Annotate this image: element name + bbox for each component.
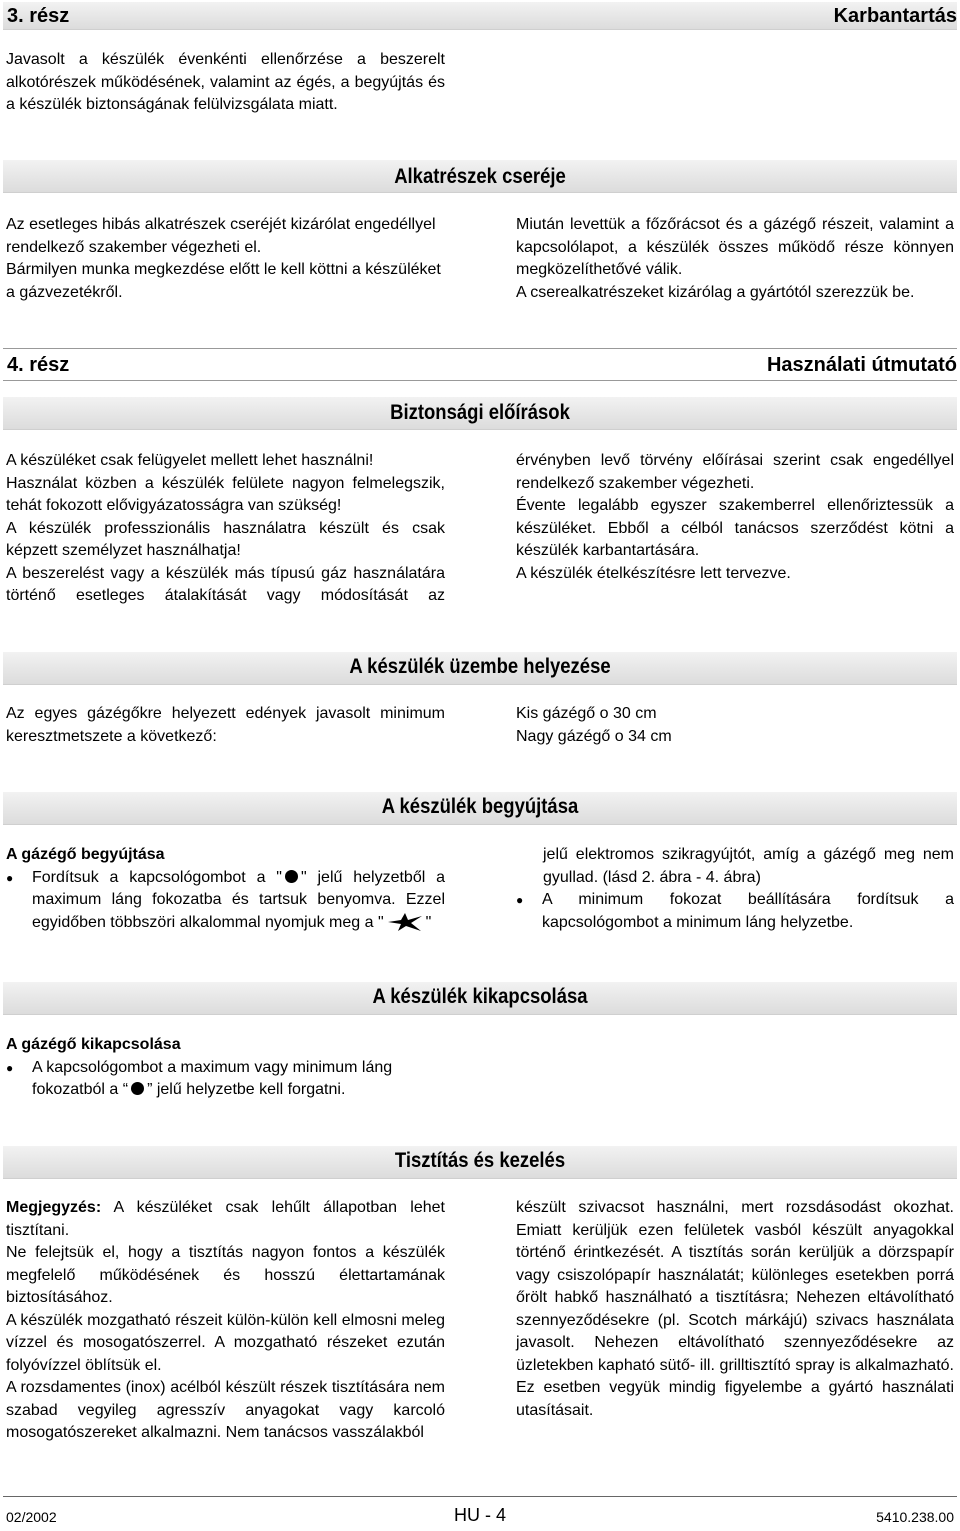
off-position-icon	[285, 870, 298, 883]
safety-section-title: Biztonsági előírások	[390, 401, 570, 424]
bullet-icon: ●	[516, 893, 524, 907]
part3-header	[3, 3, 960, 29]
shutdown-bullet: ● A kapcsológombot a maximum vagy minimum láng fokozatból a “ ” jelű helyzetbe kell forgatni.	[6, 1058, 393, 1098]
safety-right-column: érvényben levő törvény előírásai szerint csak engedéllyel rendelkező szakember végezheti. Évente legalább egyszer szakemberrel ellenőriztessük a készüléket. Ebből a célból tanácsos szerződést kötni a készülék karbantartására. A készülék ételkészítésre lett tervezve.	[516, 452, 954, 582]
note-label: Megjegyzés:	[6, 1199, 102, 1216]
spark-icon	[386, 912, 424, 932]
intro-paragraph: Javasolt a készülék évenkénti ellenőrzése a beszerelt alkotórészek működésének, valamint az égés, a begyújtás és a készülék biztonságának felülvizsgálata miatt.	[6, 51, 445, 113]
commissioning-section-title: A készülék üzembe helyezése	[349, 655, 611, 678]
part4-top-rule	[3, 348, 957, 349]
ignition-bullet-1: ● Fordítsuk a kapcsológombot a " " jelű helyzetből a maximum láng fokozatba és tartsuk benyomva. Ezzel egyidőben többszöri alkalommal nyomjuk meg a " "	[6, 868, 445, 931]
shutdown-left-column	[6, 1034, 445, 1102]
bullet-icon: ●	[6, 1060, 14, 1075]
part4-bottom-rule	[3, 380, 957, 381]
footer-rule	[3, 1496, 957, 1497]
footer-page-number: HU - 4	[453, 1505, 506, 1525]
ignition-subtitle: A gázégő begyújtása	[6, 846, 165, 863]
part3-title: Karbantartás	[833, 4, 957, 27]
parts-right-column: Miután levettük a főzőrácsot és a gázégő részeit, valamint a kapcsolólapot, a készülék összes működő része könnyen megközelíthetővé válik. A cserealkatrészeket kizárólag a gyártótól szerezzük be.	[516, 216, 954, 301]
part3-number: 3. rész	[7, 4, 70, 27]
bullet-icon: ●	[6, 870, 14, 885]
commissioning-left-column: Az egyes gázégőkre helyezett edények javasolt minimum keresztmetszete a következő:	[6, 705, 445, 745]
parts-left-column: Az esetleges hibás alkatrészek cseréjét kizárólat engedéllyel rendelkező szakember végezheti el. Bármilyen munka megkezdése előtt le kell köttni a készüléket a gázvezetékről.	[6, 216, 441, 301]
footer-doc-code: 5410.238.00	[876, 1509, 954, 1525]
safety-left-column: A készüléket csak felügyelet mellett lehet használni! Használat közben a készülék felülete nagyon felmelegszik, tehát fokozott elővigyázatosságra van szükség! A készülék professzionális használatra készült és csak képzett személyzet használhatja! A beszerelést vagy a készülék más típusú gáz használatára történő esetleges átalakítását vagy módosítását az	[6, 452, 445, 604]
part4-number: 4. rész	[7, 353, 70, 376]
cleaning-section-title: Tisztítás és kezelés	[394, 1149, 566, 1172]
cleaning-right-column: készült szivacsot használni, mert rozsdásodást okozhat. Emiatt kerüljük ezen felületek vasból készült anyagokkal történő érintkezését. A tisztítás során kerüljük a dörzspapír vagy csiszolópapír használatát; különleges esetekben porrá őrölt habkő használható a tisztításra; Nehezen eltávolítható szennyeződésekre (pl. Scotch márkájú) szivacs használata javasolt. Nehezen eltávolítható szennyeződésekre az üzletekben kapható sütő- ill. grilltisztító spray is alkalmazható. Ez esetben vegyük mindig figyelembe a gyártó használati utasításait.	[516, 1199, 954, 1419]
ignition-right-column: jelű elektromos szikragyújtót, amíg a gázégő meg nem gyullad. (lásd 2. ábra - 4. ábra) ● A minimum fokozat beállítására fordítsuk a kapcsológombot a minimum láng helyzetbe.	[516, 844, 954, 934]
shutdown-subtitle: A gázégő kikapcsolása	[6, 1036, 181, 1053]
ignition-left-column	[6, 844, 445, 934]
ignition-bullet-2: ● A minimum fokozat beállítására fordítsuk a kapcsológombot a minimum láng helyzetbe.	[516, 891, 954, 931]
shutdown-section-title: A készülék kikapcsolása	[372, 985, 588, 1008]
part4-header	[3, 352, 960, 378]
ignition-section-title: A készülék begyújtása	[381, 795, 579, 818]
part4-title: Használati útmutató	[766, 353, 957, 376]
off-position-icon	[131, 1082, 144, 1095]
commissioning-right-column: Kis gázégő o 30 cm Nagy gázégő o 34 cm	[516, 705, 672, 745]
footer-date: 02/2002	[6, 1509, 57, 1525]
parts-section-title: Alkatrészek cseréje	[394, 165, 566, 188]
cleaning-left-column: Megjegyzés: A készüléket csak lehűlt állapotban lehet tisztítani. Ne felejtsük el, hogy a tisztítás nagyon fontos a készülék megfelelő működésének és hosszú élettartamának biztosításához. A készülék mozgatható részeit külön-külön kell elmosni meleg vízzel és mosogatószerrel. A mozgatható részeket ezután folyóvízzel öblítsük el. A rozsdamentes (inox) acélból készült részek tisztítására nem szabad vegyileg agresszív anyagokat vagy karcoló mosogatószereket alkalmazni. Nem tanácsos vasszálakból	[6, 1199, 445, 1441]
